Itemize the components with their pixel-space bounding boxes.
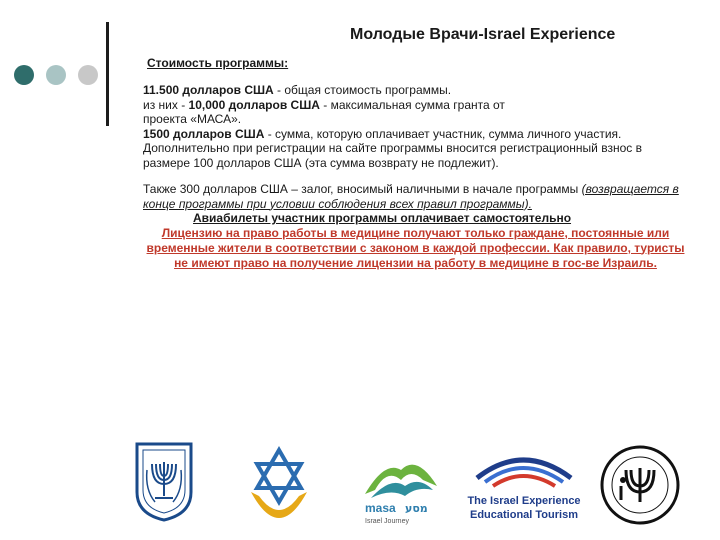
israel-experience-logo	[463, 448, 585, 524]
dot-light	[46, 65, 66, 85]
deposit-text: Также 300 долларов США – залог, вносимый наличными в начале программы	[143, 182, 582, 196]
star-of-david-logo	[245, 446, 313, 522]
deposit-return-condition: (возвращается в конце программы при условии соблюдения всех правил программы).	[143, 182, 679, 211]
ie-title: The Israel Experience	[467, 495, 581, 507]
cost-line-1	[143, 83, 688, 98]
masa-hebrew-wordmark: מסע	[405, 502, 428, 515]
dot-dark	[14, 65, 34, 85]
vertical-divider	[106, 22, 109, 126]
grant-amount: 10,000 долларов США	[188, 97, 320, 112]
dot-grey	[78, 65, 98, 85]
section-subtitle: Стоимость программы:	[147, 56, 289, 70]
masa-tagline: Israel Journey	[365, 518, 409, 525]
masa-logo	[361, 450, 441, 526]
participant-amount: 1500 долларов США	[143, 126, 265, 141]
masa-wordmark: masa	[365, 501, 396, 515]
cost-line-4	[143, 127, 688, 142]
grant-prefix: из них -	[143, 97, 189, 112]
content-body	[143, 83, 688, 271]
partner-logos	[125, 440, 695, 530]
registration-note: Дополнительно при регистрации на сайте программы вносится регистрационный взнос в размере 100 долларов США (эта сумма возврату не подлежит).	[143, 141, 642, 170]
total-cost-desc: - общая стоимость программы.	[273, 83, 452, 97]
israel-emblem-logo	[133, 440, 195, 522]
cost-line-2	[143, 98, 688, 113]
ie-subtitle: Educational Tourism	[470, 509, 578, 521]
grant-desc: - максимальная сумма гранта от	[319, 97, 505, 112]
airline-note: Авиабилеты участник программы оплачивает самостоятельно	[193, 211, 572, 225]
jewish-agency-seal-logo	[599, 444, 681, 526]
deposit-note	[143, 182, 688, 211]
cost-line-3: проекта «МАСА».	[143, 112, 242, 126]
slide-title: Молодые Врачи-Israel Experience	[350, 26, 616, 43]
decorative-dots	[14, 65, 98, 85]
participant-desc: - сумма, которую оплачивает участник, сумма личного участия.	[264, 126, 622, 141]
license-note: Лицензию на право работы в медицине получают только граждане, постоянные или временные жители в соответствии с законом в каждой профессии. Как правило, туристы не имеют право на получение лицензии на работу в медицине в гос-ве Израиль.	[146, 225, 685, 270]
total-cost: 11.500 долларов США	[143, 83, 274, 97]
